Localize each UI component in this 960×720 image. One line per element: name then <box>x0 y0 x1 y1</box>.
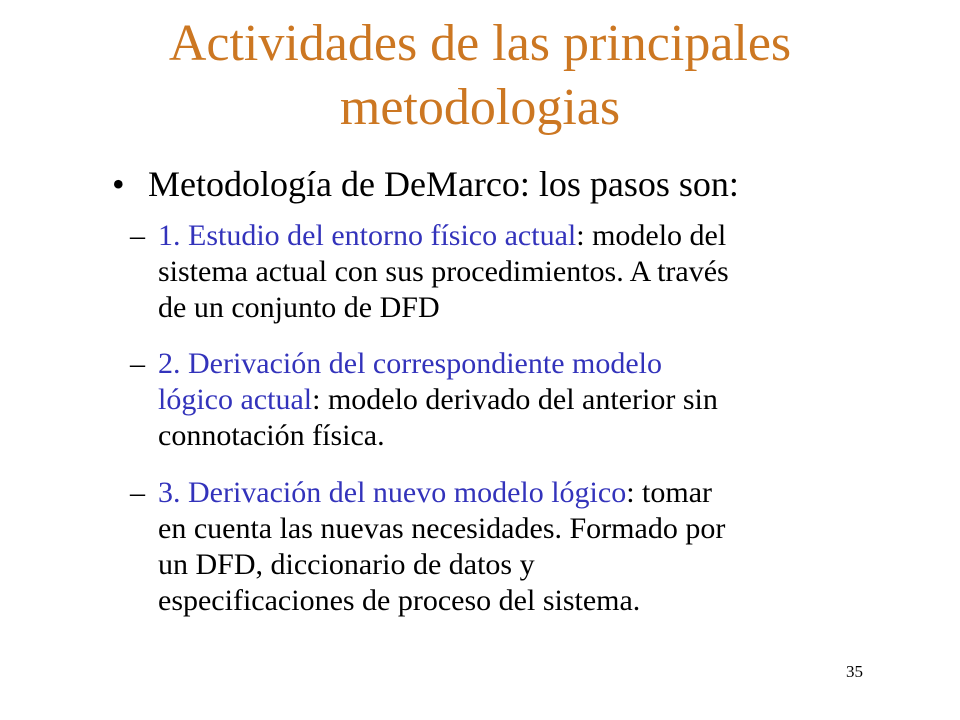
subitem-2 <box>130 346 890 454</box>
subitem-1 <box>130 218 890 326</box>
subitem-1-rest: : modelo del <box>576 219 727 252</box>
slide-title <box>60 12 900 140</box>
subitem-2-marker: – <box>130 347 145 380</box>
subitem-3-highlight: 3. Derivación del nuevo modelo lógico <box>158 476 627 509</box>
subitem-2-line-1: 2. Derivación del correspondiente modelo <box>158 347 662 380</box>
subitem-3-line-1 <box>158 475 890 511</box>
subitem-3-line-3: un DFD, diccionario de datos y <box>158 548 535 581</box>
slide-title-line-2: metodologias <box>339 79 621 136</box>
subitem-2-line-2 <box>158 382 890 418</box>
subitem-3 <box>130 475 890 619</box>
subitem-1-line-3: de un conjunto de DFD <box>158 291 440 324</box>
bullet-marker: • <box>112 164 125 204</box>
subitem-1-highlight: 1. Estudio del entorno físico actual <box>158 219 577 252</box>
subitem-3-line-2: en cuenta las nuevas necesidades. Formado por <box>158 512 726 545</box>
subitem-3-line-4: especificaciones de proceso del sistema. <box>158 584 641 617</box>
subitem-3-marker: – <box>130 476 145 509</box>
subitem-1-line-2: sistema actual con sus procedimientos. A través <box>158 255 729 288</box>
subitem-1-marker: – <box>130 219 145 252</box>
subitem-1-line-1 <box>158 218 890 254</box>
slide-title-line-1: Actividades de las principales <box>168 15 792 72</box>
subitem-2-line-3: connotación física. <box>158 419 385 452</box>
main-bullet-text: Metodología de DeMarco: los pasos son: <box>148 164 739 204</box>
subitem-2-highlight: lógico actual <box>158 383 313 416</box>
subitem-2-rest: : modelo derivado del anterior sin <box>312 383 718 416</box>
subitem-3-rest: : tomar <box>626 476 713 509</box>
page-number: 35 <box>846 662 863 681</box>
